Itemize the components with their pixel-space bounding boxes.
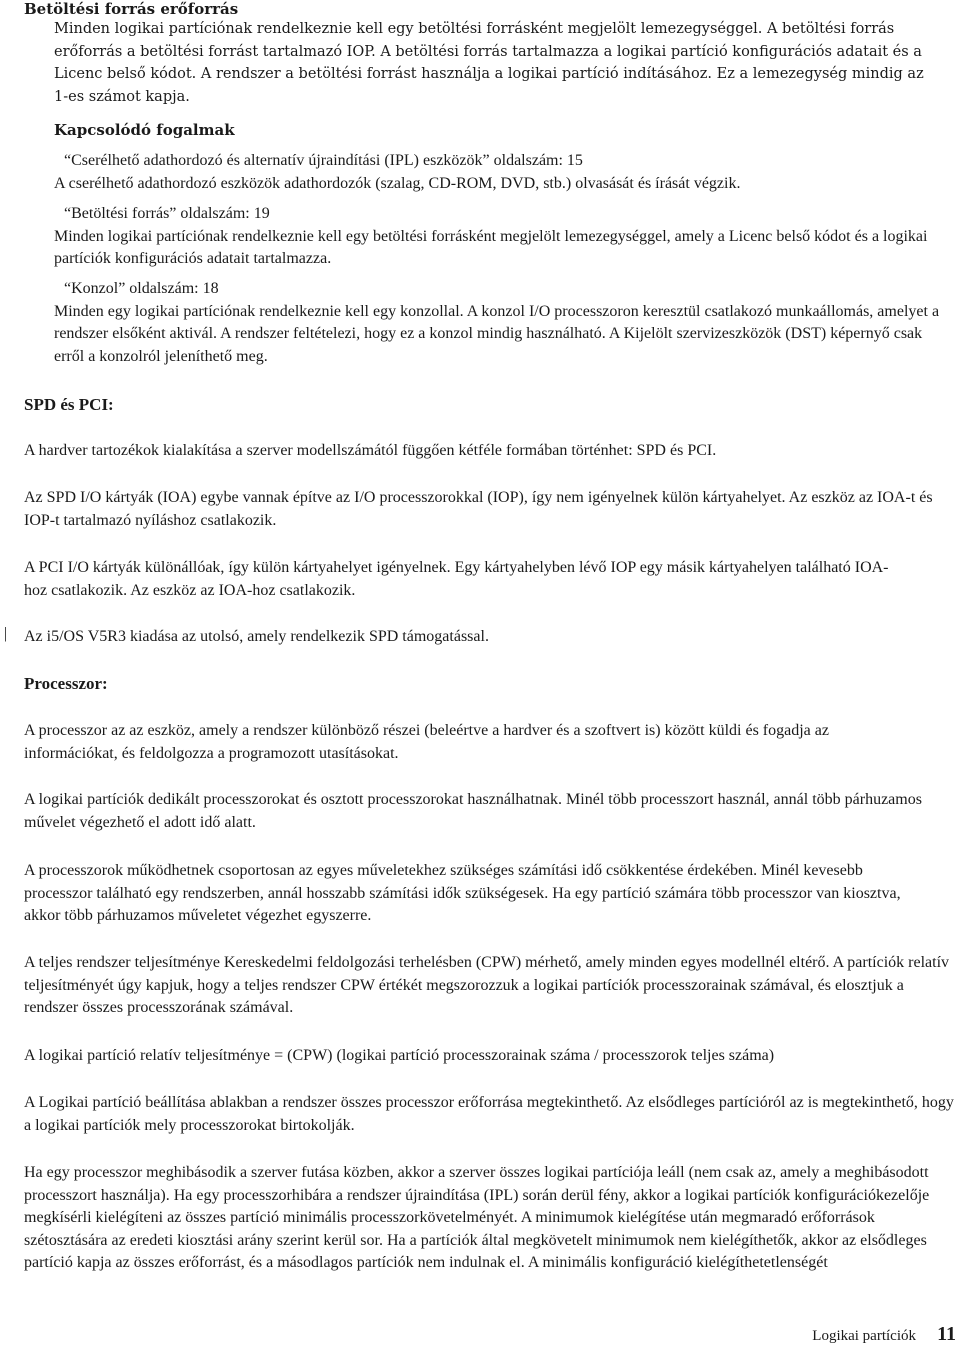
spd-pci-paragraph-1: A hardver tartozékok kialakítása a szerver modellszámától függően kétféle formában történhet: SPD és PCI. [24, 442, 717, 459]
processor-paragraph-5: A logikai partíció relatív teljesítménye = (CPW) (logikai partíció processzorainak száma / processzorok teljes száma) [24, 1047, 775, 1064]
processor-paragraph-6: A Logikai partíció beállítása ablakban a rendszer összes processzor erőforrása megtekinthető. Az elsődleges partícióról az is megtekinthető, hogy a logikai partíciók mely processzorokat birtokolják. [24, 1094, 954, 1134]
related-concepts-heading: Kapcsolódó fogalmak [54, 121, 235, 139]
section-title-load-source: Betöltési forrás erőforrás [24, 0, 239, 18]
footer-section-label: Logikai partíciók [812, 1328, 916, 1344]
processor-paragraph-2: A logikai partíciók dedikált processzorokat és osztott processzorokat használhatnak. Minél több processzort használ, annál több párhuzamos művelet végezhető el adott idő alatt. [24, 791, 922, 831]
related-desc-console: Minden egy logikai partíciónak rendelkeznie kell egy konzollal. A konzol I/O processzoron keresztül csatlakozó munkaállomás, amelyet a rendszer elsőként aktivál. A rendszer feltételezi, hogy ez a konzol mindig használható. A Kijelölt szervizeszközök (DST) képernyő csak erről a konzolról jeleníthető meg. [54, 302, 940, 365]
footer-page-number: 11 [937, 1323, 956, 1345]
processor-paragraph-7: Ha egy processzor meghibásodik a szerver futása közben, akkor a szerver összes logikai partíciója leáll (nem csak az, amely a meghibásodott processzort használja). Ha egy processzorhibára a rendszer újraindítása (IPL) során derül fény, akkor a logikai partíciók konfigurációkezelője megkísérli kielégíteni az összes partíció minimális processzorkövetelményét. A minimumok kielégítése után megmaradó erőforrások szétosztására az eredeti kiosztási arány szerint kerül sor. Ha a partíciók által megkövetelt minimumok nem kielégíthetők, akkor az elsődleges partíció kapja az összes erőforrást, és a másodlagos partíciók nem indulnak el. A minimális konfiguráció kielégíthetetlenségét [24, 1164, 930, 1271]
related-link-console[interactable]: “Konzol” oldalszám: 18 Minden egy logikai partíciónak rendelkeznie kell egy konzollal. A konzol I/O processzoron keresztül csatlakozó munkaállomás, amelyet a rendszer elsőként aktivál. A rendszer feltételezi, hogy ez a konzol mindig használható. A Kijelölt szervizeszközök (DST) képernyő csak erről a konzolról jeleníthető meg. [54, 280, 940, 365]
section-title-spd-pci: SPD és PCI: [24, 395, 114, 414]
related-link-load-source[interactable]: “Betöltési forrás” oldalszám: 19 Minden logikai partíciónak rendelkeznie kell egy betöltési forrásként megjelölt lemezegységgel, amely a Licenc belső kódot és a logikai partíciók konfigurációs adatait tartalmazza. [54, 205, 928, 267]
related-desc-removable-media: A cserélhető adathordozó eszközök adathordozók (szalag, CD-ROM, DVD, stb.) olvasását és írását végzik. [54, 174, 741, 192]
processor-paragraph-1: A processzor az az eszköz, amely a rendszer különböző részei (beleértve a hardver és a szoftvert is) között küldi és fogadja az információkat, és feldolgozza a programozott utasításokat. [24, 722, 829, 762]
spd-pci-paragraph-2: Az SPD I/O kártyák (IOA) egybe vannak építve az I/O processzorokkal (IOP), így nem igényelnek külön kártyahelyet. Az eszköz az IOA-t és IOP-t tartalmazó nyíláshoz csatlakozik. [24, 489, 933, 529]
section-title-processor: Processzor: [24, 674, 108, 693]
processor-paragraph-4: A teljes rendszer teljesítménye Kereskedelmi feldolgozási terhelésben (CPW) mérhető, amely minden egyes modellnél eltérő. A partíciók relatív teljesítményét úgy kapjuk, hogy a teljes rendszer CPW értékét megszorozzuk a logikai partíciók processzorainak számával, és elosztjuk a rendszer összes processzorának számával. [24, 954, 950, 1016]
load-source-description: Minden logikai partíciónak rendelkeznie kell egy betöltési forrásként megjelölt lemezegységgel. A betöltési forrás erőforrás a betöltési forrást tartalmazó IOP. A betöltési forrás tartalmazza a logikai partíció konfigurációs adatait és a Licenc belső kódot. A rendszer a betöltési forrást használja a logikai partíció indításához. Ez a lemezegység mindig az 1-es számot kapja. [54, 21, 924, 105]
spd-pci-paragraph-3: A PCI I/O kártyák különállóak, így külön kártyahelyet igényelnek. Egy kártyahelyben lévő IOP egy másik kártyahelyen található IOA-hoz csatlakozik. Az eszköz az IOA-hoz csatlakozik. [24, 559, 889, 599]
processor-paragraph-3: A processzorok működhetnek csoportosan az egyes műveletekhez szükséges számítási idő csökkentése érdekében. Minél kevesebb processzor található egy rendszerben, annál hosszabb számítási idők szükségesek. Ha egy partíció számára több processzor van kiosztva, akkor több párhuzamos műveletet végezhet egyszerre. [24, 862, 901, 924]
related-link-removable-media[interactable]: “Cserélhető adathordozó és alternatív újraindítási (IPL) eszközök” oldalszám: 15 A cserélhető adathordozó eszközök adathordozók (szalag, CD-ROM, DVD, stb.) olvasását és írását végzik. [54, 152, 741, 192]
related-desc-load-source: Minden logikai partíciónak rendelkeznie kell egy betöltési forrásként megjelölt lemezegységgel, amely a Licenc belső kódot és a logikai partíciók konfigurációs adatait tartalmazza. [54, 227, 928, 267]
change-bar-marker: | [4, 625, 8, 642]
spd-pci-paragraph-4: Az i5/OS V5R3 kiadása az utolsó, amely rendelkezik SPD támogatással. [24, 628, 489, 645]
